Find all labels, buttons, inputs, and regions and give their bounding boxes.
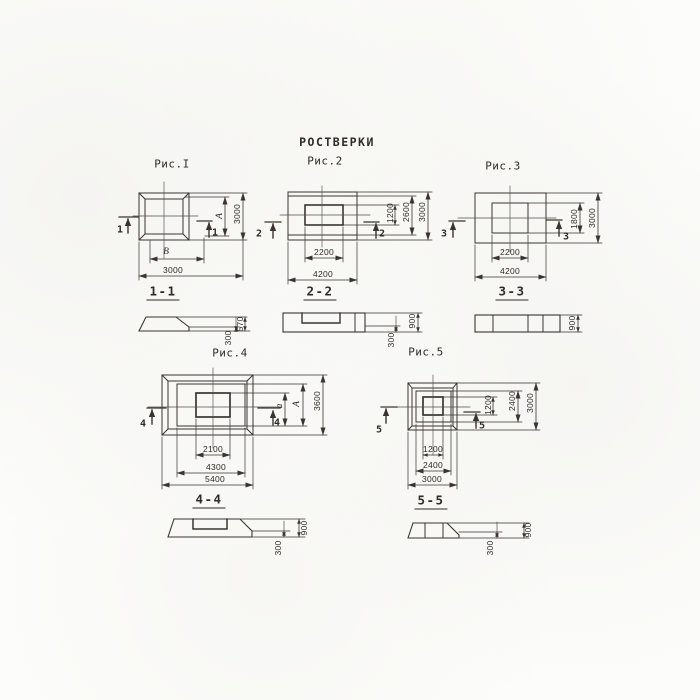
fig1-section-edge-label: 300 — [223, 330, 233, 346]
fig4-section-title: 4-4 — [192, 492, 225, 509]
fig2-dim-right-2: 3000 — [417, 201, 427, 223]
fig3-dim-right-1: 3000 — [587, 207, 597, 229]
fig1-section-view — [139, 317, 250, 331]
fig3-plan-view — [449, 186, 602, 281]
fig4-cut-label-right: 4 — [273, 417, 281, 429]
fig2-section-edge-label: 300 — [386, 332, 396, 348]
fig1-cut-label-left: 1 — [116, 224, 124, 236]
fig3-dim-bottom-0: 2200 — [499, 247, 521, 257]
fig2-cut-label-right: 2 — [378, 228, 386, 240]
fig3-section-height-label: 900 — [567, 315, 577, 331]
fig2-cut-label-left: 2 — [255, 228, 263, 240]
fig5-dim-right-2: 3000 — [525, 392, 535, 414]
fig2-section-view — [283, 313, 422, 332]
fig2-dim-bottom-0: 2200 — [313, 247, 335, 257]
fig1-dim-inner-h-label: В — [163, 247, 169, 257]
fig4-section-edge-label: 300 — [273, 540, 283, 556]
sheet-title: РОСТВЕРКИ — [299, 135, 375, 149]
fig5-dim-bottom-2: 3000 — [421, 474, 443, 484]
fig3-caption: Рис.3 — [485, 159, 521, 173]
fig2-dim-right-1: 2600 — [401, 201, 411, 223]
fig1-dim-outer-v-label: 3000 — [232, 203, 242, 225]
fig3-section-title: 3-3 — [495, 284, 528, 301]
fig4-dim-bottom-0: 2100 — [202, 444, 224, 454]
fig1-dim-outer-h-label: 3000 — [162, 265, 184, 275]
fig5-section-height-label: 900 — [523, 522, 533, 538]
fig4-dim-bottom-2: 5400 — [204, 474, 226, 484]
fig2-dim-right-0: 1200 — [385, 202, 395, 224]
fig4-section-height-label: 900 — [299, 520, 309, 536]
fig1-dim-inner-v-label: А — [215, 213, 225, 219]
fig2-dim-bottom-1: 4200 — [312, 269, 334, 279]
fig4-plan-view — [147, 368, 327, 489]
fig3-dim-right-0: 1800 — [569, 208, 579, 230]
fig1-section-title: 1-1 — [146, 284, 179, 301]
fig1-section-height-label: 570 — [235, 316, 245, 332]
fig2-caption: Рис.2 — [307, 154, 343, 168]
fig5-section-title: 5-5 — [414, 493, 447, 510]
fig4-dim-right-0: а — [275, 403, 285, 409]
fig5-caption: Рис.5 — [408, 345, 444, 359]
fig5-dim-right-0: 1200 — [483, 394, 493, 416]
fig3-section-view — [475, 315, 582, 332]
fig5-dim-bottom-0: 1200 — [422, 444, 444, 454]
fig4-cut-label-left: 4 — [139, 418, 147, 430]
fig3-dim-bottom-1: 4200 — [499, 266, 521, 276]
fig4-dim-right-1: А — [292, 401, 302, 407]
fig3-cut-label-left: 3 — [440, 228, 448, 240]
fig5-dim-right-1: 2400 — [507, 390, 517, 412]
fig4-section-view — [168, 519, 305, 537]
fig5-dim-bottom-1: 2400 — [422, 460, 444, 470]
fig2-plan-view — [265, 186, 432, 284]
fig5-section-edge-label: 300 — [485, 540, 495, 556]
fig5-section-view — [408, 522, 529, 538]
fig4-dim-bottom-1: 4300 — [205, 462, 227, 472]
fig4-dim-right-2: 3600 — [312, 390, 322, 412]
fig3-cut-label-right: 3 — [562, 231, 570, 243]
fig1-caption: Рис.I — [154, 157, 190, 171]
fig5-cut-label-left: 5 — [375, 424, 383, 436]
fig4-caption: Рис.4 — [212, 346, 248, 360]
fig5-cut-label-right: 5 — [478, 420, 486, 432]
fig1-cut-label-right: 1 — [211, 227, 219, 239]
fig2-section-title: 2-2 — [303, 284, 336, 301]
fig2-section-height-label: 900 — [407, 313, 417, 329]
